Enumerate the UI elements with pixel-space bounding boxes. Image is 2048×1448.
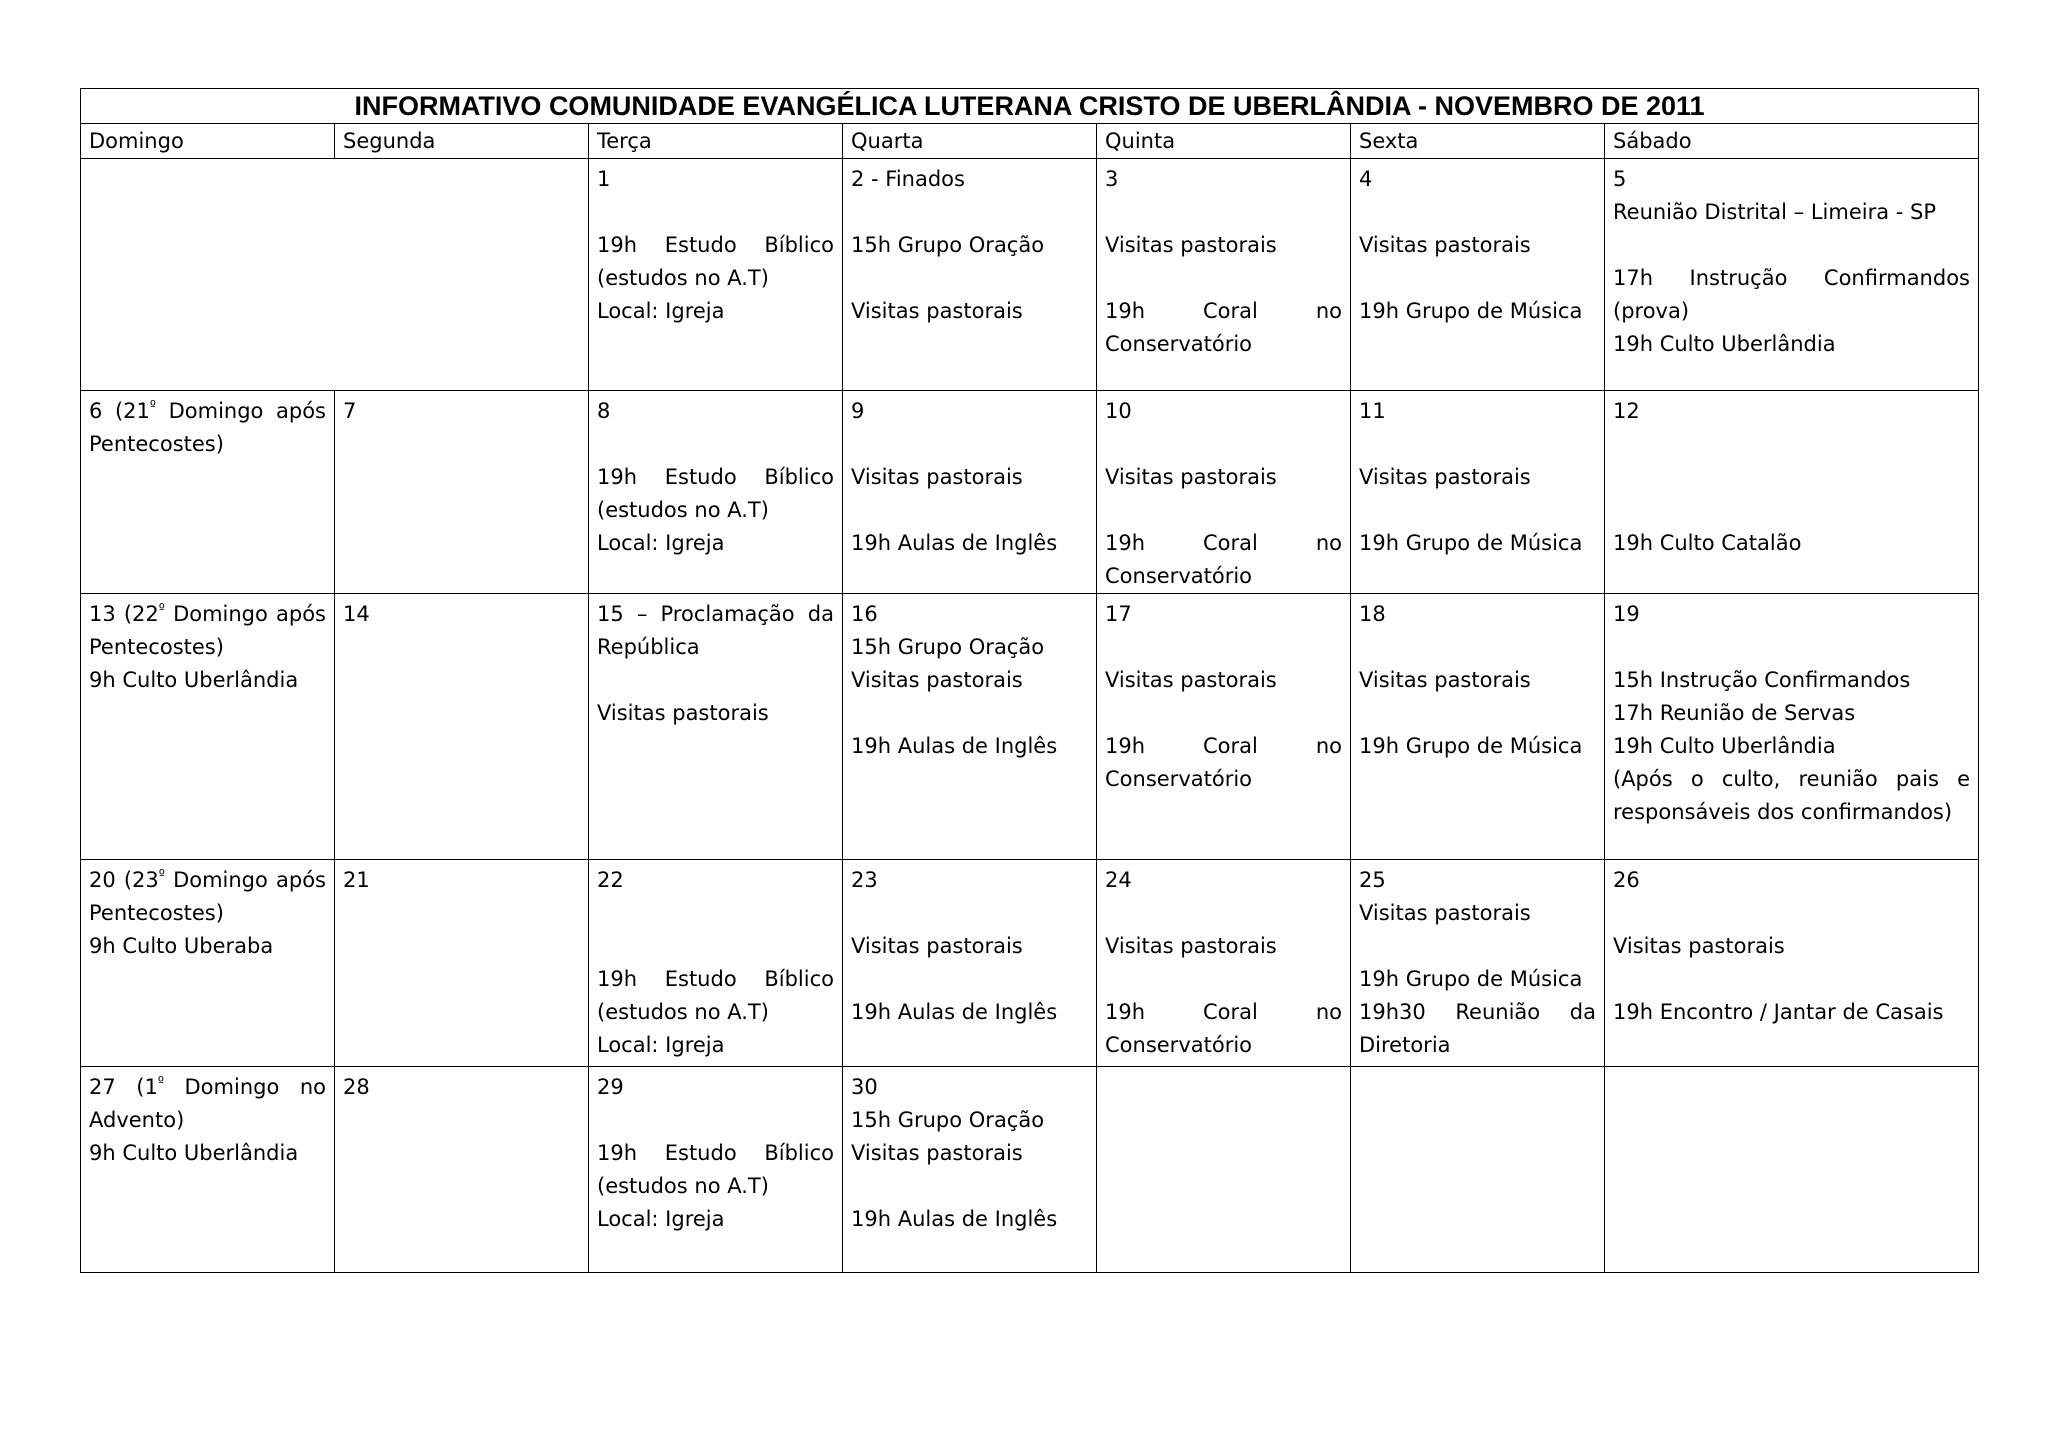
day-cell <box>335 860 589 1067</box>
event-line: 19h Aulas de Inglês <box>851 1207 1058 1231</box>
event-line <box>1359 494 1596 527</box>
event-line: Local: Igreja <box>597 1033 725 1057</box>
event-line: 19h Culto Catalão <box>1613 531 1802 555</box>
event-line: 19h Grupo de Música <box>1359 531 1583 555</box>
day-cell <box>335 1067 589 1273</box>
weekday-header: Segunda <box>335 124 589 159</box>
event-line: Local: Igreja <box>597 1207 725 1231</box>
day-number: 30 <box>851 1075 878 1099</box>
day-number: 4 <box>1359 167 1373 191</box>
weekday-header: Sábado <box>1605 124 1979 159</box>
event-line: Visitas pastorais <box>851 1141 1023 1165</box>
day-number: 12 <box>1613 399 1640 423</box>
day-cell <box>1097 391 1351 594</box>
day-cell <box>843 159 1097 391</box>
day-cell <box>1605 860 1979 1067</box>
day-cell <box>589 860 843 1067</box>
event-line: 17h Reunião de Servas <box>1613 701 1856 725</box>
week-row <box>81 594 1979 860</box>
day-cell <box>1351 860 1605 1067</box>
day-number: 24 <box>1105 868 1132 892</box>
weekday-header: Domingo <box>81 124 335 159</box>
day-cell <box>589 159 843 391</box>
event-line: 19h Coral no Conservatório <box>1105 531 1342 588</box>
day-number: 6 ($21^º$ Domingo após Pentecostes) <box>89 399 326 456</box>
event-line: 19h Aulas de Inglês <box>851 1000 1058 1024</box>
event-line: Visitas pastorais <box>851 668 1023 692</box>
event-line <box>1105 963 1342 996</box>
day-cell <box>1605 391 1979 594</box>
event-line: Visitas pastorais <box>1105 934 1277 958</box>
day-number: 28 <box>343 1075 370 1099</box>
event-line: 19h Culto Uberlândia <box>1613 332 1836 356</box>
day-cell <box>843 391 1097 594</box>
event-line <box>1105 262 1342 295</box>
day-cell <box>1097 860 1351 1067</box>
event-line: 19h Aulas de Inglês <box>851 531 1058 555</box>
event-line: 9h Culto Uberlândia <box>89 668 299 692</box>
day-number: 8 <box>597 399 611 423</box>
event-line <box>1613 897 1970 930</box>
day-cell <box>81 594 335 860</box>
event-line: Reunião Distrital – Limeira - SP <box>1613 200 1937 224</box>
day-cell <box>1097 594 1351 860</box>
event-line: 19h Grupo de Música <box>1359 967 1583 991</box>
day-number: 14 <box>343 602 370 626</box>
event-line <box>597 428 834 461</box>
day-number: 9 <box>851 399 865 423</box>
day-number: 18 <box>1359 602 1386 626</box>
day-cell <box>81 159 589 391</box>
day-number: 22 <box>597 868 624 892</box>
event-line: 19h Estudo Bíblico (estudos no A.T) <box>597 465 834 522</box>
event-line: Visitas pastorais <box>1359 233 1531 257</box>
day-number: 23 <box>851 868 878 892</box>
week-row <box>81 1067 1979 1273</box>
event-line: Visitas pastorais <box>1105 668 1277 692</box>
day-number: 3 <box>1105 167 1119 191</box>
event-line <box>1105 631 1342 664</box>
event-line: 15h Instrução Confirmandos <box>1613 668 1911 692</box>
event-line <box>1359 697 1596 730</box>
day-number: 2 - Finados <box>851 167 965 191</box>
day-cell <box>1097 1067 1351 1273</box>
weekday-header: Sexta <box>1351 124 1605 159</box>
event-line <box>1613 229 1970 262</box>
event-line <box>1359 631 1596 664</box>
weekday-header: Quarta <box>843 124 1097 159</box>
day-number: 25 <box>1359 868 1386 892</box>
event-line: Local: Igreja <box>597 299 725 323</box>
event-line <box>1359 196 1596 229</box>
event-line <box>1359 428 1596 461</box>
day-cell <box>843 1067 1097 1273</box>
weekday-header-row <box>81 124 1979 159</box>
event-line: 19h Estudo Bíblico (estudos no A.T) <box>597 233 834 290</box>
day-number: 26 <box>1613 868 1640 892</box>
event-line: Visitas pastorais <box>1105 465 1277 489</box>
event-line <box>1359 262 1596 295</box>
day-cell <box>589 594 843 860</box>
day-cell <box>589 391 843 594</box>
day-number: 20 ($23^º$ Domingo após Pentecostes) <box>89 868 326 925</box>
week-row <box>81 860 1979 1067</box>
day-cell <box>335 594 589 860</box>
event-line <box>1613 494 1970 527</box>
week-row <box>81 391 1979 594</box>
event-line <box>1613 963 1970 996</box>
day-number: 17 <box>1105 602 1132 626</box>
day-cell <box>1351 1067 1605 1273</box>
day-cell <box>335 391 589 594</box>
day-number: 13 ($22^º$ Domingo após Pentecostes) <box>89 602 326 659</box>
event-line <box>851 494 1088 527</box>
event-line: Visitas pastorais <box>851 934 1023 958</box>
event-line: 9h Culto Uberaba <box>89 934 274 958</box>
event-line: Visitas pastorais <box>1105 233 1277 257</box>
event-line <box>597 196 834 229</box>
event-line: 19h30 Reunião da Diretoria <box>1359 1000 1596 1057</box>
event-line <box>851 428 1088 461</box>
event-line: Visitas pastorais <box>851 299 1023 323</box>
event-line: 19h Estudo Bíblico (estudos no A.T) <box>597 967 834 1024</box>
event-line: 19h Culto Uberlândia <box>1613 734 1836 758</box>
day-cell <box>843 860 1097 1067</box>
day-number: 15 – Proclamação da República <box>597 602 834 659</box>
event-line: Visitas pastorais <box>851 465 1023 489</box>
day-cell <box>81 1067 335 1273</box>
event-line: 19h Encontro / Jantar de Casais <box>1613 1000 1944 1024</box>
event-line: 19h Grupo de Música <box>1359 734 1583 758</box>
day-cell <box>1351 594 1605 860</box>
event-line <box>1613 428 1970 461</box>
event-line: 15h Grupo Oração <box>851 233 1045 257</box>
calendar-table <box>80 88 1979 1273</box>
event-line <box>851 697 1088 730</box>
event-line <box>597 930 834 963</box>
day-number: 21 <box>343 868 370 892</box>
day-cell <box>589 1067 843 1273</box>
event-line <box>1105 494 1342 527</box>
event-line <box>1359 930 1596 963</box>
day-cell <box>81 860 335 1067</box>
day-cell <box>1605 1067 1979 1273</box>
event-line <box>851 196 1088 229</box>
event-line: 19h Coral no Conservatório <box>1105 1000 1342 1057</box>
event-line <box>1613 461 1970 494</box>
day-number: 19 <box>1613 602 1640 626</box>
event-line <box>851 262 1088 295</box>
event-line: 19h Coral no Conservatório <box>1105 299 1342 356</box>
event-line <box>597 664 834 697</box>
day-cell <box>1605 594 1979 860</box>
event-line <box>1105 428 1342 461</box>
event-line: 17h Instrução Confirmandos (prova) <box>1613 266 1970 323</box>
event-line: 19h Grupo de Música <box>1359 299 1583 323</box>
event-line: (Após o culto, reunião pais e responsáveis dos confirmandos) <box>1613 767 1970 824</box>
event-line: 15h Grupo Oração <box>851 635 1045 659</box>
day-number: 10 <box>1105 399 1132 423</box>
event-line <box>851 1170 1088 1203</box>
day-cell <box>81 391 335 594</box>
event-line <box>1105 697 1342 730</box>
event-line <box>597 897 834 930</box>
day-number: 27 ($1^º$ Domingo no Advento) <box>89 1075 327 1132</box>
event-line: 19h Aulas de Inglês <box>851 734 1058 758</box>
calendar-title: INFORMATIVO COMUNIDADE EVANGÉLICA LUTERANA CRISTO DE UBERLÂNDIA - NOVEMBRO DE 2011 <box>81 89 1979 124</box>
day-cell <box>1097 159 1351 391</box>
week-row <box>81 159 1979 391</box>
event-line <box>597 1104 834 1137</box>
day-number: 7 <box>343 399 357 423</box>
day-number: 5 <box>1613 167 1627 191</box>
day-cell <box>1605 159 1979 391</box>
weekday-header: Terça <box>589 124 843 159</box>
event-line <box>1105 897 1342 930</box>
event-line: Local: Igreja <box>597 531 725 555</box>
event-line: 9h Culto Uberlândia <box>89 1141 299 1165</box>
event-line <box>851 963 1088 996</box>
day-cell <box>843 594 1097 860</box>
event-line: 19h Coral no Conservatório <box>1105 734 1342 791</box>
event-line: 19h Estudo Bíblico (estudos no A.T) <box>597 1141 834 1198</box>
event-line <box>1613 631 1970 664</box>
day-number: 11 <box>1359 399 1386 423</box>
event-line: Visitas pastorais <box>1359 668 1531 692</box>
weekday-header: Quinta <box>1097 124 1351 159</box>
day-cell <box>1351 159 1605 391</box>
event-line <box>1105 196 1342 229</box>
day-cell <box>1351 391 1605 594</box>
day-number: 16 <box>851 602 878 626</box>
event-line: Visitas pastorais <box>1359 465 1531 489</box>
title-row <box>81 89 1979 124</box>
day-number: 29 <box>597 1075 624 1099</box>
event-line <box>851 897 1088 930</box>
day-number: 1 <box>597 167 611 191</box>
event-line: 15h Grupo Oração <box>851 1108 1045 1132</box>
event-line: Visitas pastorais <box>1613 934 1785 958</box>
event-line: Visitas pastorais <box>1359 901 1531 925</box>
event-line: Visitas pastorais <box>597 701 769 725</box>
